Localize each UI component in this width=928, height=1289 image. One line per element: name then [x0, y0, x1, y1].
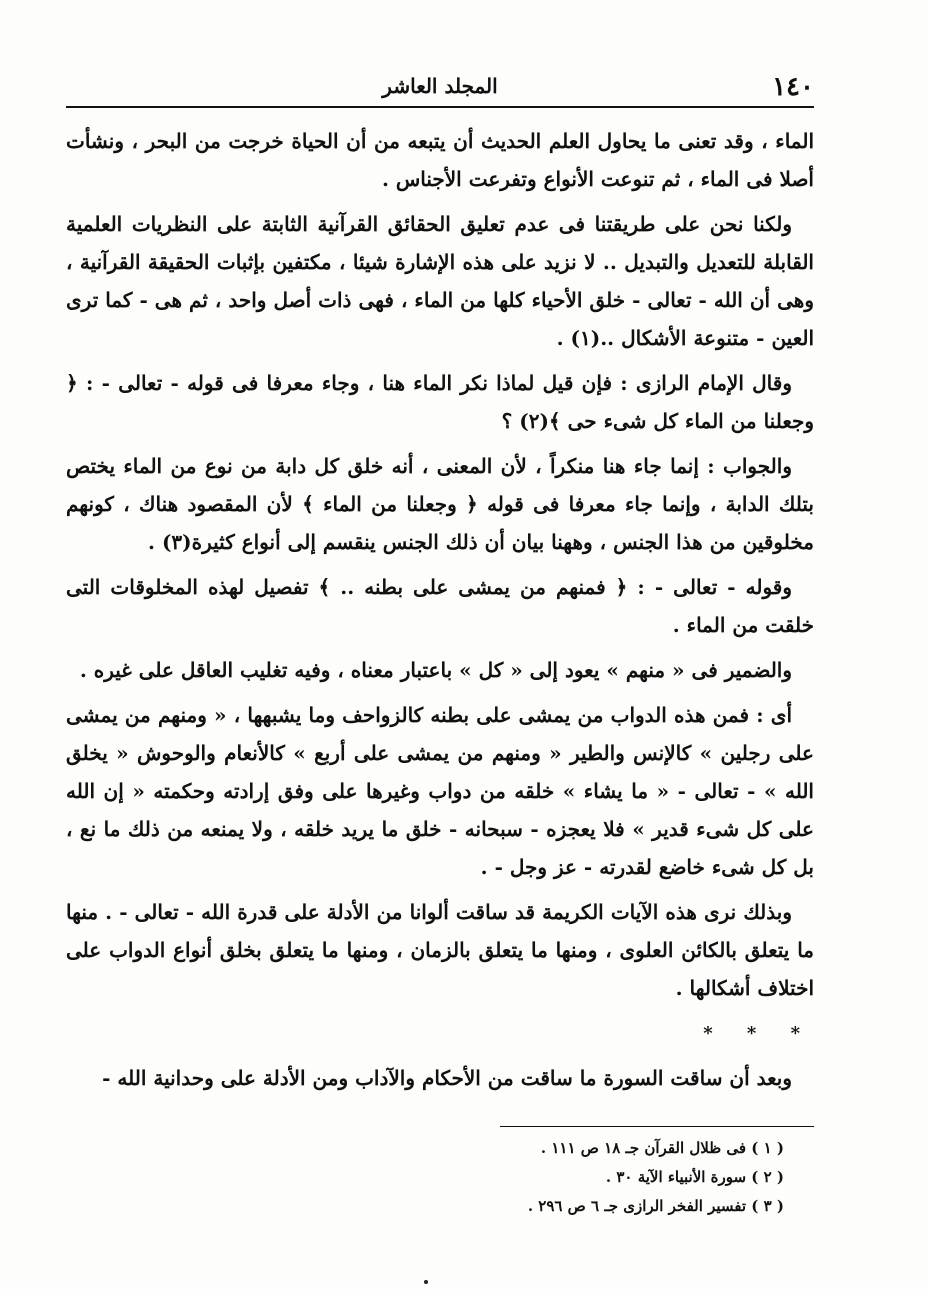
page-number: ١٤٠ — [772, 72, 814, 102]
footnote-rule — [500, 1126, 814, 1127]
running-title: المجلد العاشر — [382, 74, 498, 98]
paragraph: وبذلك نرى هذه الآيات الكريمة قد ساقت ألوانا من الأدلة على قدرة الله - تعالى - . منها ما يتعلق بالكائن العلوى ، ومنها ما يتعلق بالزمان ، ومنها ما يتعلق بخلق أنواع الدواب على اختلاف أشكالها . — [66, 900, 814, 1000]
footnote-1: ( ١ ) فى ظلال القرآن جـ ١٨ ص ١١١ . — [540, 1139, 784, 1157]
footnote-2: ( ٢ ) سورة الأنبياء الآية ٣٠ . — [605, 1168, 784, 1186]
paragraph: وقال الإمام الرازى : فإن قيل لماذا نكر الماء هنا ، وجاء معرفا فى قوله - تعالى - : ﴿ وجعلنا من الماء كل شىء حى ﴾(٢) ؟ — [66, 371, 814, 433]
footnote-3: ( ٣ ) تفسير الفخر الرازى جـ ٦ ص ٢٩٦ . — [527, 1197, 784, 1215]
ink-dot — [424, 1280, 428, 1284]
page-header — [66, 66, 814, 104]
main-text — [66, 122, 814, 1104]
footnotes — [66, 1134, 814, 1221]
paragraph: وبعد أن ساقت السورة ما ساقت من الأحكام والآداب ومن الأدلة على وحدانية الله - — [102, 1066, 792, 1090]
paragraph: والجواب : إنما جاء هنا منكراً ، لأن المعنى ، أنه خلق كل دابة من نوع من الماء يختص بتلك الدابة ، وإنما جاء معرفا فى قوله ﴿ وجعلنا من الماء ﴾ لأن المقصود هناك ، كونهم مخلوقين من هذا الجنس ، وههنا بيان أن ذلك الجنس ينقسم إلى أنواع كثيرة(٣) . — [66, 454, 814, 554]
header-rule — [66, 106, 814, 108]
paragraph: وقوله - تعالى - : ﴿ فمنهم من يمشى على بطنه .. ﴾ تفصيل لهذه المخلوقات التى خلقت من الماء . — [66, 575, 814, 637]
paragraph: أى : فمن هذه الدواب من يمشى على بطنه كالزواحف وما يشبهها ، « ومنهم من يمشى على رجلين » كالإنس والطير « ومنهم من يمشى على أربع » كالأنعام والوحوش « يخلق الله » - تعالى - « ما يشاء » خلقه من دواب وغيرها على وفق إرادته وحكمته « إن الله على كل شىء قدير » فلا يعجزه - سبحانه - خلق ما يريد خلقه ، ولا يمنعه من ذلك ما نع ، بل كل شىء خاضع لقدرته - عز وجل - . — [66, 703, 814, 879]
paragraph: والضمير فى « منهم » يعود إلى « كل » باعتبار معناه ، وفيه تغليب العاقل على غيره . — [79, 658, 792, 682]
paragraph: ولكنا نحن على طريقتنا فى عدم تعليق الحقائق القرآنية الثابتة على النظريات العلمية القابلة للتعديل والتبديل .. لا نزيد على هذه الإشارة شيئا ، مكتفين بإثبات الحقيقة القرآنية ، وهى أن الله - تعالى - خلق الأحياء كلها من الماء ، فهى ذات أصل واحد ، ثم هى - كما ترى العين - متنوعة الأشكال ..(١) . — [66, 212, 814, 350]
section-separator: * * * — [703, 1023, 814, 1044]
paragraph: الماء ، وقد تعنى ما يحاول العلم الحديث أن يتبعه من أن الحياة خرجت من البحر ، ونشأت أصلا فى الماء ، ثم تنوعت الأنواع وتفرعت الأجناس . — [66, 129, 814, 191]
